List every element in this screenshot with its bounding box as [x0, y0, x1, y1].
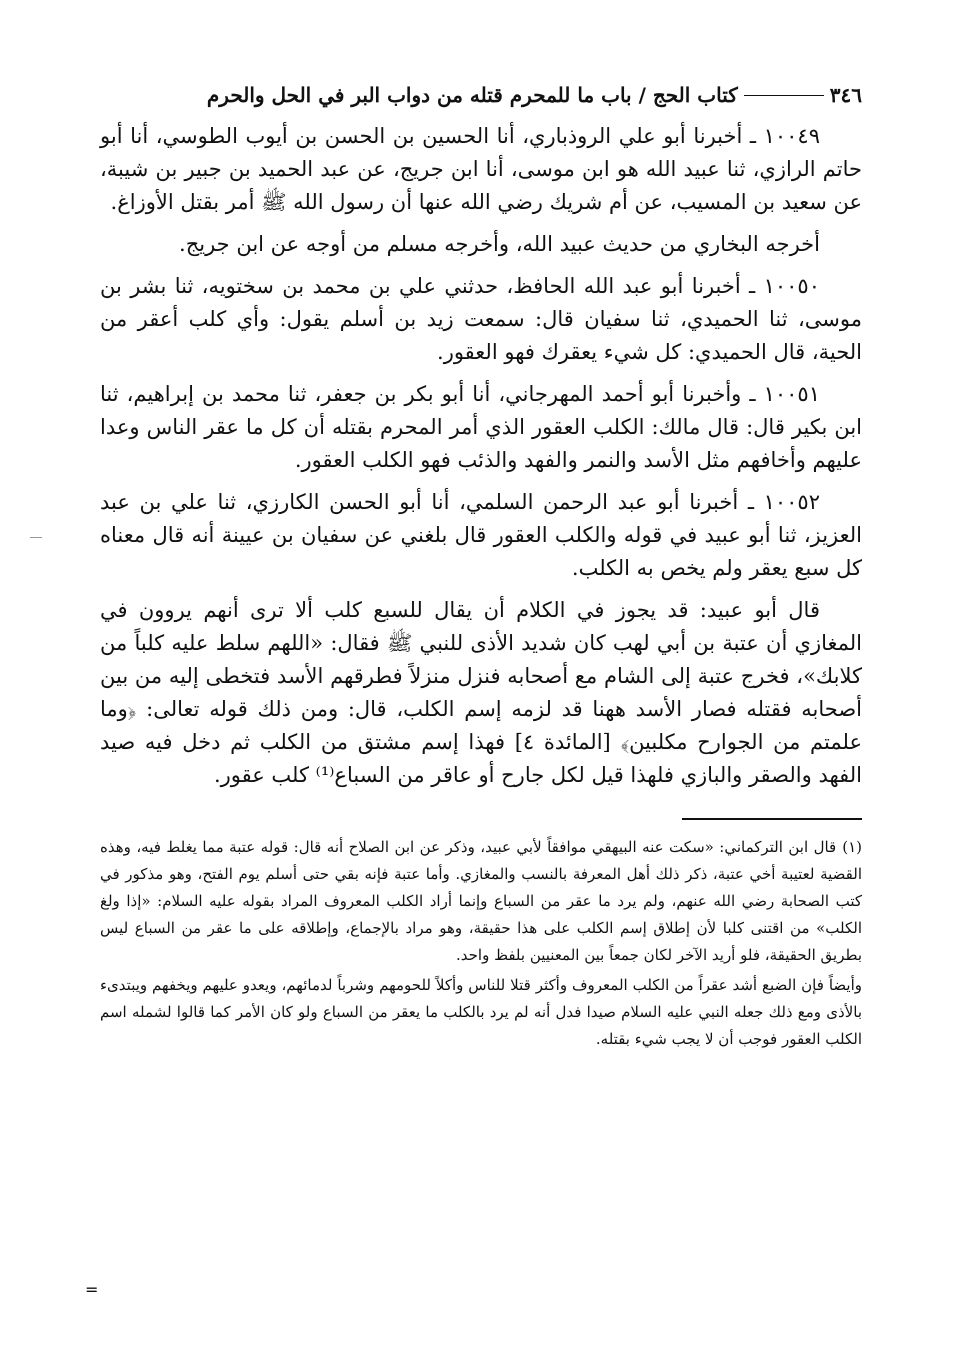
footnote-marker: (١)	[842, 838, 862, 856]
page-header	[100, 78, 862, 112]
hadith-10050: ١٠٠٥٠ ـ أخبرنا أبو عبد الله الحافظ، حدثني علي بن محمد بن سختويه، ثنا بشر بن موسى، ثنا الحميدي، ثنا سفيان قال: سمعت زيد بن أسلم يقول: وأي كلب أعقر من الحية، قال الحميدي: كل شيء يعقرك فهو العقور.	[100, 274, 862, 364]
footnote-paragraph-1	[100, 834, 862, 969]
footnote-text-1: قال ابن التركماني: «سكت عنه البيهقي موافقاً لأبي عبيد، وذكر عن ابن الصلاح أنه قال: قوله عتبة مما يغلط فيه، وهذه القضية لعتيبة أخي عتبة، ذكر ذلك أهل المعرفة بالنسب والمغازي. وأما عتبة فإنه بقي حتى أسلم يوم الفتح، وهو مذكور في كتب الصحابة رضي الله عنهم، ولم يرد ما عقر من السباع وإنما أراد الكلب المعروف المراد بقوله عليه السلام: «إذا ولغ الكلب» من اقتنى كلبا لأن إطلاق إسم الكلب على هذا حقيقة، وهو مراد بالإجماع، وإطلاقه على ما عقر من السباع ليس بطريق الحقيقة، فلو أريد الآخر لكان جمعاً بين المعنيين بلفظ واحد.	[100, 838, 862, 964]
book-page	[100, 78, 862, 1056]
hadith-10049: ١٠٠٤٩ ـ أخبرنا أبو علي الروذباري، أنا الحسين بن الحسن بن أيوب الطوسي، أنا أبو حاتم الرازي، ثنا عبيد الله هو ابن موسى، أنا ابن جريج، عن عبد الحميد بن جبير بن شيبة، عن سعيد بن المسيب، عن أم شريك رضي الله عنها أن رسول الله ﷺ أمر بقتل الأوزاغ.	[100, 124, 862, 214]
hadith-10052: ١٠٠٥٢ ـ أخبرنا أبو عبد الرحمن السلمي، أنا أبو الحسن الكارزي، ثنا علي بن عبد العزيز، ثنا أبو عبيد في قوله والكلب العقور قال بلغني عن سفيان بن عيينة أنه قال معناه كل سبع يعقر ولم يخص به الكلب.	[100, 490, 862, 580]
main-text	[100, 120, 862, 792]
hadith-10051: ١٠٠٥١ ـ وأخبرنا أبو أحمد المهرجاني، أنا أبو بكر بن جعفر، ثنا محمد بن إبراهيم، ثنا ابن بكير قال: قال مالك: الكلب العقور الذي أمر المحرم بقتله أن كل ما عقر الناس وعدا عليهم وأخافهم مثل الأسد والنمر والفهد والذئب فهو الكلب العقور.	[100, 382, 862, 472]
footnote-separator	[682, 818, 862, 820]
page-number: ٣٤٦	[829, 83, 862, 107]
abu-ubaid-commentary: قال أبو عبيد: قد يجوز في الكلام أن يقال للسبع كلب ألا ترى أنهم يروون في المغازي أن عتبة بن أبي لهب كان شديد الأذى للنبي ﷺ فقال: «اللهم سلط عليه كلباً من كلابك»، فخرج عتبة إلى الشام مع أصحابه فنزل منزلاً فطرقهم الأسد فتخطى إليه من بين أصحابه فقتله فصار الأسد ههنا قد لزمه إسم الكلب، قال: ومن ذلك قوله تعالى: ﴿وما علمتم من الجوارح مكلبين﴾ [المائدة ٤] فهذا إسم مشتق من الكلب ثم دخل فيه صيد الفهد والصقر والبازي فلهذا قيل لكل جارح أو عاقر من السباع⁽¹⁾ كلب عقور.	[100, 598, 862, 787]
continuation-mark: =	[85, 1280, 99, 1299]
footnote	[100, 834, 862, 1053]
running-title: كتاب الحج / باب ما للمحرم قتله من دواب البر في الحل والحرم	[206, 83, 738, 107]
takhrij-note: أخرجه البخاري من حديث عبيد الله، وأخرجه مسلم من أوجه عن ابن جريج.	[179, 232, 820, 256]
margin-mark	[30, 537, 42, 538]
header-rule	[744, 95, 824, 96]
footnote-paragraph-2: وأيضاً فإن الضبع أشد عقراً من الكلب المعروف وأكثر قتلا للناس وأكلاً للحومهم وشرباً لدمائهم، ويعدو عليهم ويخفهم ويبتدىء بالأذى ومع ذلك جعله النبي عليه السلام صيدا فدل أنه لم يرد بالكلب ما يعقر من السباع ولو كان الأمر كما قالوا لشمله اسم الكلب العقور فوجب أن لا يجب شيء بقتله.	[100, 976, 862, 1048]
